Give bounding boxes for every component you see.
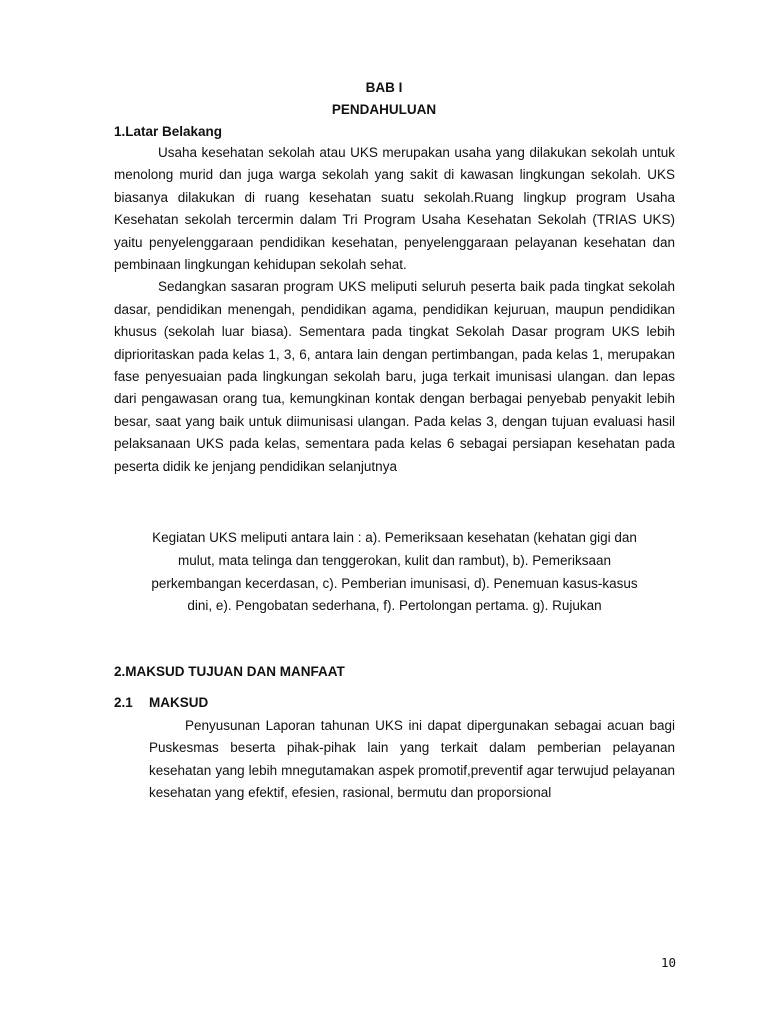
activities-line: Kegiatan UKS meliputi antara lain : a). Pemeriksaan kesehatan (kehatan gigi dan <box>152 530 637 545</box>
page-number: 10 <box>661 955 677 970</box>
activities-list <box>114 527 675 618</box>
background-text <box>114 142 675 478</box>
maksud-text <box>149 715 675 804</box>
chapter-title: PENDAHULUAN <box>331 102 437 117</box>
paragraph-maksud: Penyusunan Laporan tahunan UKS ini dapat dipergunakan sebagai acuan bagi Puskesmas beserta pihak-pihak lain yang terkait dalam pemberian pelayanan kesehatan yang lebih mnegutamakan aspek promotif,preventif agar terwujud pelayanan kesehatan yang efektif, efesien, rasional, bermutu dan proporsional <box>149 718 675 800</box>
section-heading-latar-belakang: 1.Latar Belakang <box>114 124 223 139</box>
section-heading-maksud-tujuan: 2.MAKSUD TUJUAN DAN MANFAAT <box>114 664 345 679</box>
paragraph-uks-targets: Sedangkan sasaran program UKS meliputi seluruh peserta baik pada tingkat sekolah dasar, pendidikan menengah, pendidikan agama, pendidikan kejuruan, maupun pendidikan khusus (sekolah luar biasa). Sementara pada tingkat Sekolah Dasar program UKS lebih diprioritaskan pada kelas 1, 3, 6, antara lain dengan pertimbangan, pada kelas 1, merupakan fase penyesuaian pada lingkungan sekolah baru, juga terkait imunisasi ulangan. dan lepas dari pengawasan orang tua, kemungkinan kontak dengan berbagai penyebab penyakit lebih besar, saat yang baik untuk diimunisasi ulangan. Pada kelas 3, dengan tujuan evaluasi hasil pelaksanaan UKS pada kelas, sementara pada kelas 6 sebagai persiapan kesehatan pada peserta didik ke jenjang pendidikan selanjutnya <box>114 279 675 474</box>
chapter-label: BAB I <box>365 80 403 95</box>
subsection-number: 2.1 <box>114 695 133 710</box>
activities-line: dini, e). Pengobatan sederhana, f). Pertolongan pertama. g). Rujukan <box>187 598 602 614</box>
paragraph-uks-definition: Usaha kesehatan sekolah atau UKS merupakan usaha yang dilakukan sekolah untuk menolong murid dan juga warga sekolah yang sakit di kawasan lingkungan sekolah. UKS biasanya dilakukan di ruang kesehatan suatu sekolah.Ruang lingkup program Usaha Kesehatan sekolah tercermin dalam Tri Program Usaha Kesehatan Sekolah (TRIAS UKS) yaitu penyelenggaraan pendidikan kesehatan, penyelenggaraan pelayanan kesehatan dan pembinaan lingkungan kehidupan sekolah sehat. <box>114 145 675 273</box>
activities-line: mulut, mata telinga dan tenggerokan, kulit dan rambut), b). Pemeriksaan <box>178 552 611 568</box>
subsection-title: MAKSUD <box>149 695 209 710</box>
activities-line: perkembangan kecerdasan, c). Pemberian imunisasi, d). Penemuan kasus-kasus <box>151 575 638 591</box>
